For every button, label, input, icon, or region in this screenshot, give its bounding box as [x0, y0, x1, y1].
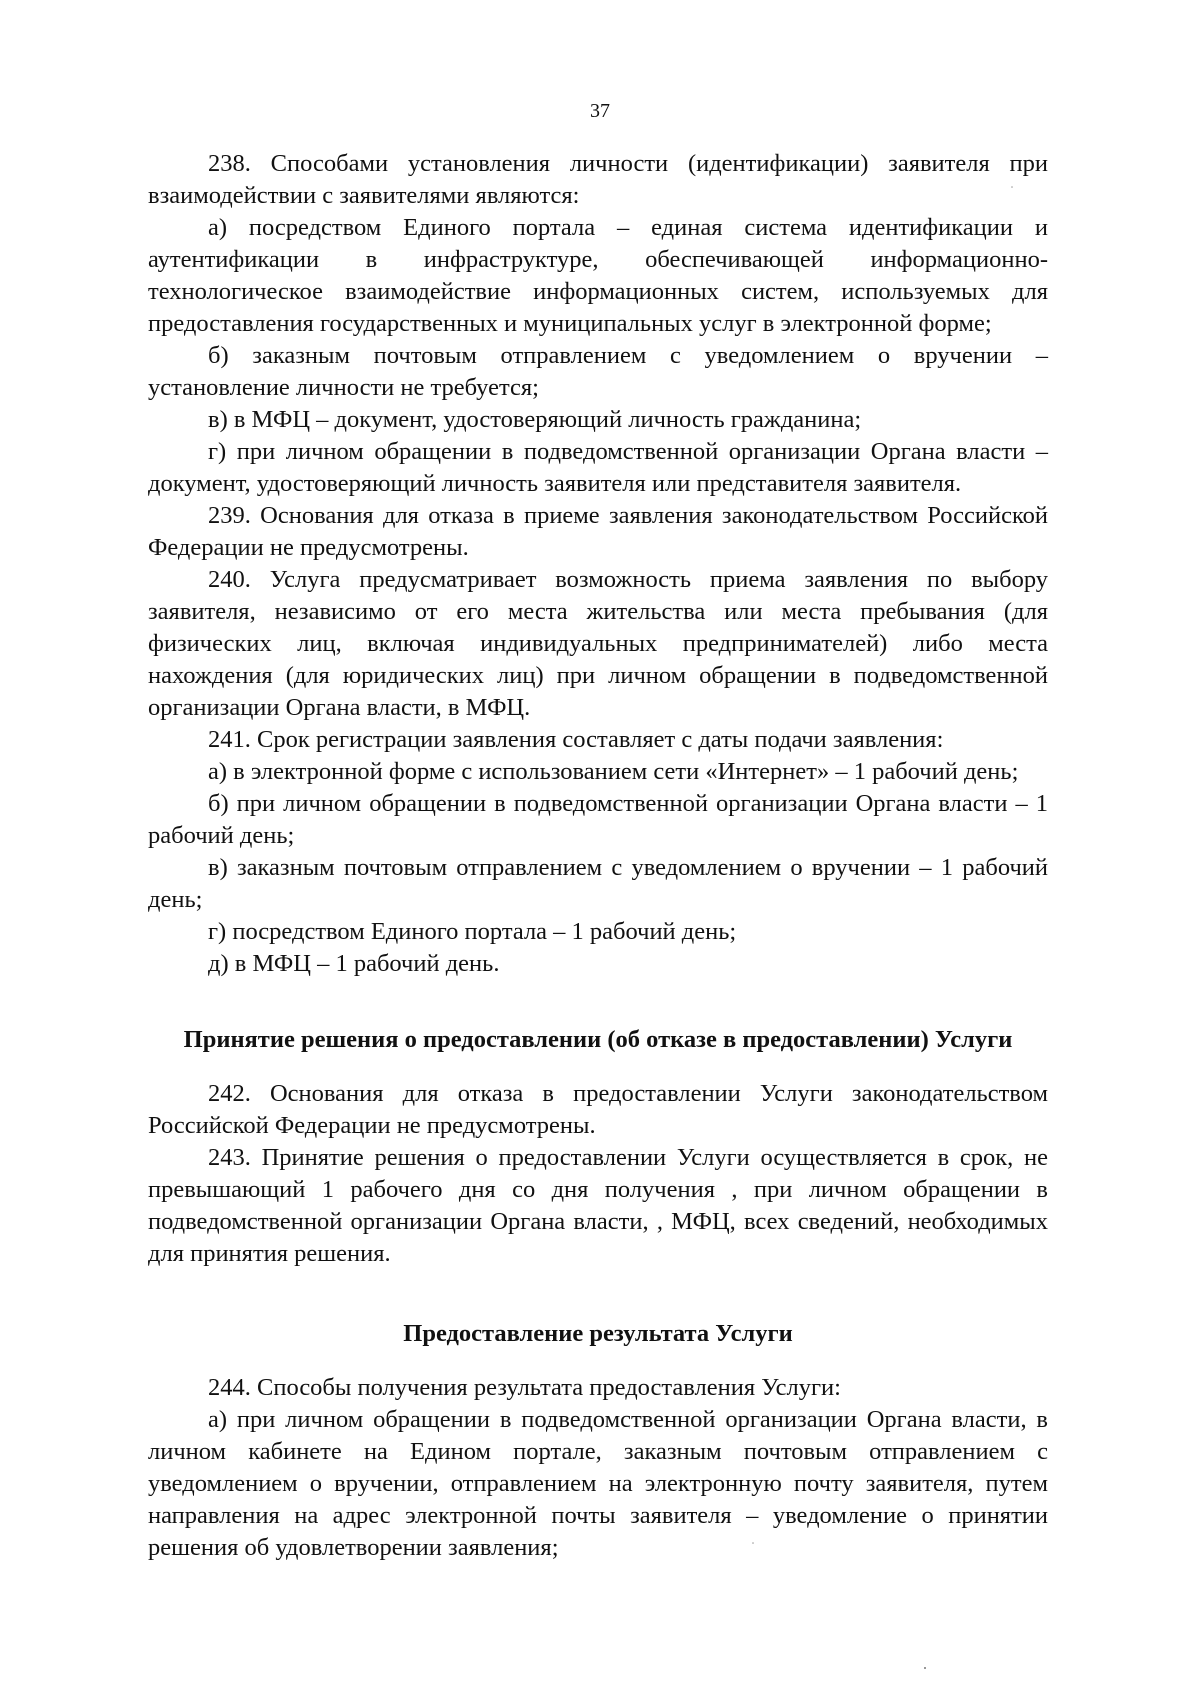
list-item-241-v: в) заказным почтовым отправлением с уведомлением о вручении – 1 рабочий день;: [148, 854, 1048, 913]
paragraph-239: 239. Основания для отказа в приеме заявления законодательством Российской Федерации не предусмотрены.: [148, 502, 1048, 561]
list-item-241-d: д) в МФЦ – 1 рабочий день.: [208, 950, 500, 977]
scan-speck: [924, 1667, 926, 1669]
list-item-241-g: г) посредством Единого портала – 1 рабочий день;: [208, 918, 737, 945]
list-item-241-b: б) при личном обращении в подведомственной организации Органа власти – 1 рабочий день;: [148, 790, 1048, 849]
list-item-244-a: а) при личном обращении в подведомственной организации Органа власти, в личном кабинете на Едином портале, заказным почтовым отправлением с уведомлением о вручении, отправлением на электронную почту заявителя, путем направления на адрес электронной почты заявителя – уведомление о принятии решения об удовлетворении заявления;: [148, 1406, 1048, 1561]
list-item-238-b: б) заказным почтовым отправлением с уведомлением о вручении – установление личности не требуется;: [148, 342, 1048, 401]
paragraph-244: 244. Способы получения результата предоставления Услуги:: [208, 1374, 841, 1401]
list-item-241-a: а) в электронной форме с использованием сети «Интернет» – 1 рабочий день;: [208, 758, 1019, 785]
list-item-238-a: а) посредством Единого портала – единая система идентификации и аутентификации в инфраструктуре, обеспечивающей информационно-технологическое взаимодействие информационных систем, используемых для предоставления государственных и муниципальных услуг в электронной форме;: [148, 214, 1048, 337]
paragraph-241: 241. Срок регистрации заявления составляет с даты подачи заявления:: [208, 726, 944, 753]
list-item-238-v: в) в МФЦ – документ, удостоверяющий личность гражданина;: [208, 406, 862, 433]
paragraph-242: 242. Основания для отказа в предоставлении Услуги законодательством Российской Федерации не предусмотрены.: [148, 1080, 1048, 1139]
document-body: [148, 148, 1048, 1564]
section-heading-result: Предоставление результата Услуги: [403, 1320, 793, 1347]
paragraph-243: 243. Принятие решения о предоставлении Услуги осуществляется в срок, не превышающий 1 рабочего дня со дня получения , при личном обращении в подведомственной организации Органа власти, , МФЦ, всех сведений, необходимых для принятия решения.: [148, 1144, 1048, 1267]
paragraph-238: 238. Способами установления личности (идентификации) заявителя при взаимодействии с заявителями являются:: [148, 150, 1048, 209]
list-item-238-g: г) при личном обращении в подведомственной организации Органа власти – документ, удостоверяющий личность заявителя или представителя заявителя.: [148, 438, 1048, 497]
section-heading-decision: Принятие решения о предоставлении (об отказе в предоставлении) Услуги: [183, 1026, 1013, 1053]
page-number: 37: [590, 100, 610, 122]
paragraph-240: 240. Услуга предусматривает возможность приема заявления по выбору заявителя, независимо от его места жительства или места пребывания (для физических лиц, включая индивидуальных предпринимателей) либо места нахождения (для юридических лиц) при личном обращении в подведомственной организации Органа власти, в МФЦ.: [148, 566, 1048, 721]
